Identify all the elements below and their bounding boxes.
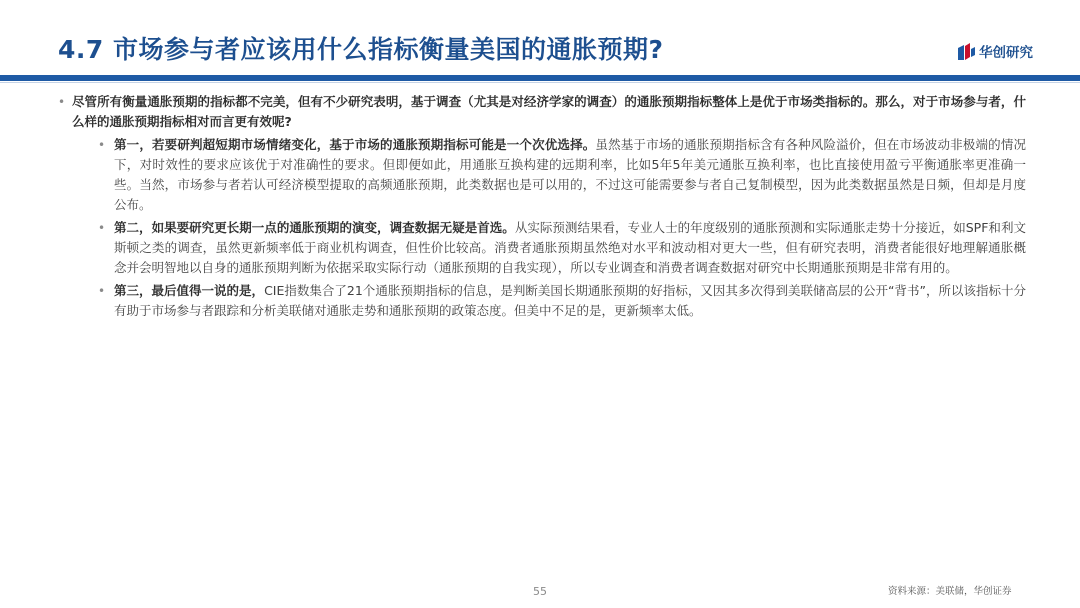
- header-divider-thin: [0, 82, 1080, 83]
- point-first: [56, 135, 1026, 215]
- point-third: [56, 281, 1026, 321]
- point-third-body: CIE指数集合了21个通胀预期指标的信息，是判断美国长期通胀预期的好指标，又因其多次得到美联储高层的公开“背书”，所以该指标十分有助于市场参与者跟踪和分析美联储对通胀走势和通胀预期的政策态度。但美中不足的是，更新频率太低。: [114, 283, 1026, 318]
- body-content: [56, 92, 1026, 321]
- point-second-body: 从实际预测结果看，专业人士的年度级别的通胀预测和实际通胀走势十分接近，如SPF和利文斯顿之类的调查，虽然更新频率低于商业机构调查，但性价比较高。消费者通胀预期虽然绝对水平和波动相对更大一些，但有研究表明，消费者能很好地理解通胀概念并会明智地以自身的通胀预期判断为依据采取实际行动（通胀预期的自我实现），所以专业调查和消费者调查数据对研究中长期通胀预期是非常有用的。: [114, 220, 1026, 275]
- bullet-icon: •: [98, 284, 106, 298]
- bullet-icon: •: [98, 138, 106, 152]
- intro-paragraph: [56, 92, 1026, 132]
- point-second: [56, 218, 1026, 278]
- point-third-lead: 第三，最后值得一说的是，: [114, 283, 265, 298]
- intro-text: 尽管所有衡量通胀预期的指标都不完美，但有不少研究表明，基于调查（尤其是对经济学家的调查）的通胀预期指标整体上是优于市场类指标的。那么，对于市场参与者，什么样的通胀预期指标相对而言更有效呢?: [72, 94, 1026, 129]
- bullet-icon: •: [58, 95, 66, 109]
- brand-logo-icon: [958, 43, 975, 60]
- header-divider: [0, 75, 1080, 81]
- bullet-icon: •: [98, 221, 106, 235]
- page-title: 4.7 市场参与者应该用什么指标衡量美国的通胀预期?: [58, 35, 664, 64]
- brand-logo: [958, 41, 1033, 61]
- page-number: 55: [533, 585, 547, 598]
- point-second-lead: 第二，如果要研究更长期一点的通胀预期的演变，调查数据无疑是首选。: [114, 220, 515, 235]
- source-note: 资料来源：美联储，华创证券: [888, 586, 1012, 597]
- brand-logo-text: 华创研究: [979, 45, 1033, 61]
- point-first-lead: 第一，若要研判超短期市场情绪变化，基于市场的通胀预期指标可能是一个次优选择。: [114, 137, 596, 152]
- point-first-body: 虽然基于市场的通胀预期指标含有各种风险溢价，但在市场波动非极端的情况下，对时效性的要求应该优于对准确性的要求。但即便如此，用通胀互换构建的远期利率，比如5年5年美元通胀互换利率，也比直接使用盈亏平衡通胀率更准确一些。当然，市场参与者若认可经济模型提取的高频通胀预期，此类数据也是可以用的，不过这可能需要参与者自己复制模型，因为此类数据虽然是日频，但却是月度公布。: [114, 137, 1026, 212]
